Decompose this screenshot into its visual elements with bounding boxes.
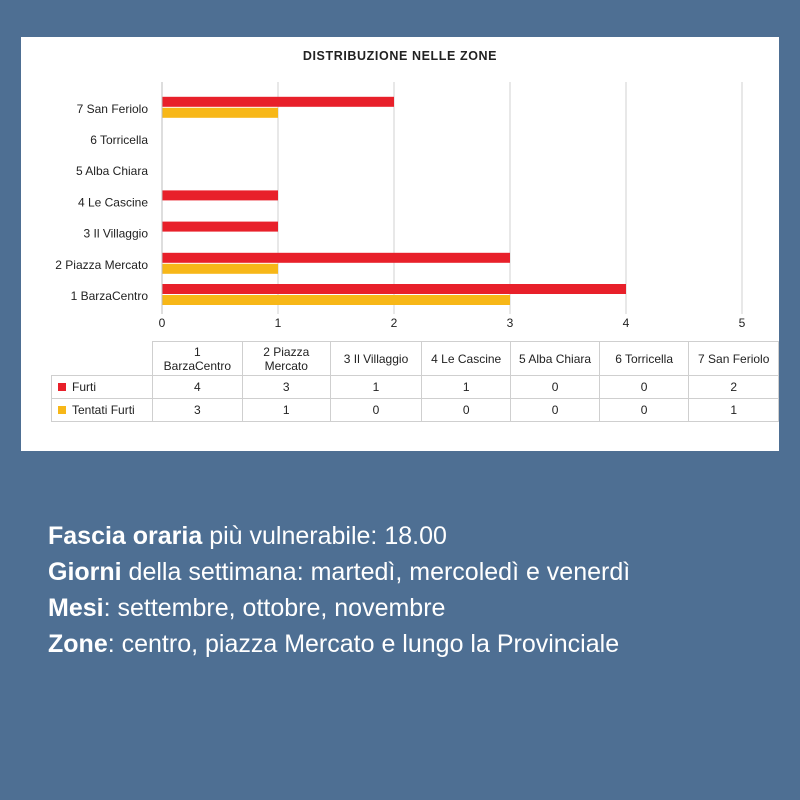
summary-line-label: Mesi	[48, 594, 104, 622]
legend-swatch	[58, 383, 66, 391]
bar-furti	[162, 222, 278, 232]
table-cell: 0	[511, 399, 600, 422]
summary-line	[48, 626, 630, 662]
table-header-row	[52, 342, 779, 376]
chart-title: DISTRIBUZIONE NELLE ZONE	[302, 49, 498, 63]
table-cell: 0	[599, 399, 689, 422]
bar-furti	[162, 190, 278, 200]
bar-furti	[162, 97, 394, 107]
bar-furti	[162, 284, 626, 294]
table-column-header: 1 BarzaCentro	[153, 342, 243, 376]
x-tick-label: 0	[158, 316, 166, 330]
y-category-label: 5 Alba Chiara	[75, 164, 148, 179]
y-category-label: 2 Piazza Mercato	[55, 257, 148, 272]
y-category-label: 6 Torricella	[90, 133, 148, 147]
table-cell: 2	[689, 376, 779, 399]
summary-line-value: : centro, piazza Mercato e lungo la Provinciale	[107, 630, 620, 658]
table-cell: 1	[330, 376, 421, 399]
table-cell: 0	[330, 399, 421, 422]
bar-tentati-furti	[162, 264, 278, 274]
table-row	[52, 399, 779, 422]
bar-furti	[162, 253, 510, 263]
data-table	[51, 341, 779, 422]
summary-line	[48, 554, 630, 590]
table-column-header: 5 Alba Chiara	[511, 342, 600, 376]
x-tick-label: 1	[274, 316, 282, 330]
bar-tentati-furti	[162, 295, 510, 305]
table-cell: 1	[689, 399, 779, 422]
y-category-label: 3 Il Villaggio	[83, 226, 148, 241]
table-cell: 0	[511, 376, 600, 399]
y-category-label: 4 Le Cascine	[77, 195, 148, 210]
table-column-header: 3 Il Villaggio	[330, 342, 421, 376]
legend-entry: Tentati Furti	[52, 399, 153, 422]
table-cell: 1	[422, 376, 511, 399]
table-column-header: 6 Torricella	[599, 342, 689, 376]
x-tick-label: 5	[738, 316, 746, 330]
summary-line-label: Zone	[48, 630, 108, 658]
y-category-label: 1 BarzaCentro	[70, 289, 148, 303]
x-tick-label: 2	[390, 316, 398, 330]
bar-chart	[21, 37, 779, 337]
summary-line-label: Fascia oraria	[48, 522, 203, 550]
table-cell: 3	[242, 376, 330, 399]
x-tick-label: 3	[506, 316, 514, 330]
table-row	[52, 376, 779, 399]
summary-line-label: Giorni	[48, 558, 122, 586]
table-cell: 0	[422, 399, 511, 422]
table-cell: 1	[242, 399, 330, 422]
summary-text	[48, 518, 630, 662]
table-corner-cell	[52, 342, 153, 376]
y-category-label: 7 San Feriolo	[76, 101, 148, 116]
table-cell: 4	[153, 376, 243, 399]
summary-line	[48, 518, 630, 554]
x-tick-label: 4	[622, 316, 630, 330]
summary-line-value: più vulnerabile: 18.00	[202, 522, 447, 550]
table-column-header: 7 San Feriolo	[689, 342, 779, 376]
table-column-header: 4 Le Cascine	[422, 342, 511, 376]
table-cell: 0	[599, 376, 689, 399]
summary-line-value: : settembre, ottobre, novembre	[103, 594, 446, 622]
legend-swatch	[58, 406, 66, 414]
chart-card	[21, 37, 779, 451]
table-column-header: 2 Piazza Mercato	[242, 342, 330, 376]
summary-line-value: della settimana: martedì, mercoledì e venerdì	[121, 558, 631, 586]
table-cell: 3	[153, 399, 243, 422]
bar-tentati-furti	[162, 108, 278, 118]
legend-entry: Furti	[52, 376, 153, 399]
summary-line	[48, 590, 630, 626]
